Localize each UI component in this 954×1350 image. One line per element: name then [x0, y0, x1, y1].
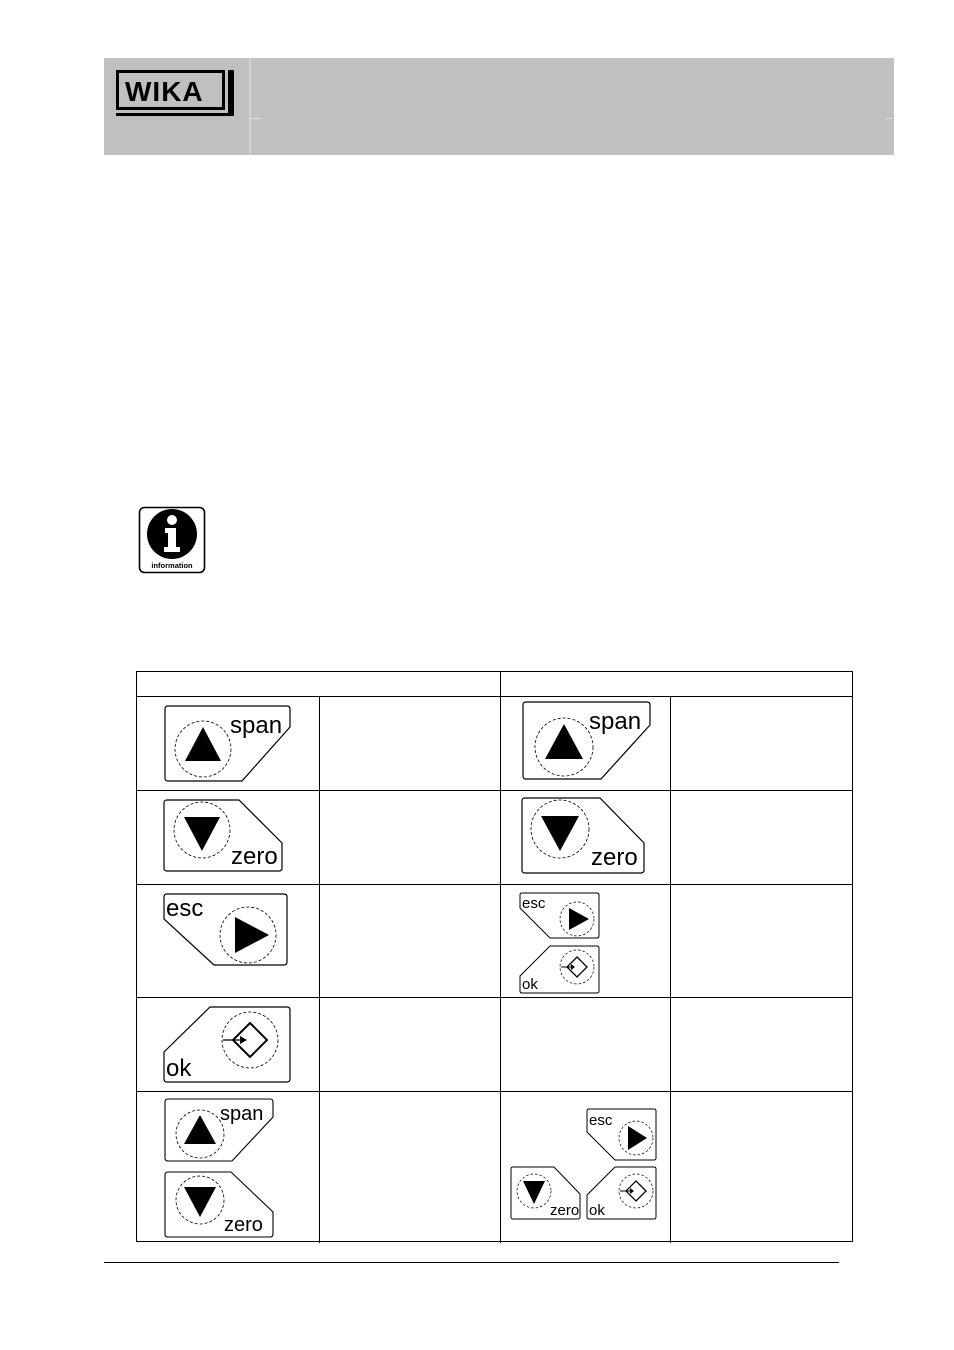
key-label: zero	[231, 843, 278, 870]
ok-enter-key	[163, 1006, 293, 1084]
logo-shadow-bar	[228, 70, 234, 116]
page-header	[104, 58, 894, 155]
span-up-key	[164, 1098, 276, 1164]
key-label: ok	[166, 1055, 192, 1082]
ok-enter-key-small	[586, 1166, 658, 1222]
zero-down-key	[521, 797, 647, 875]
esc-right-key-small	[519, 892, 601, 940]
logo-text: WIKA	[125, 76, 204, 107]
key-label: zero	[591, 844, 638, 871]
span-up-key	[522, 701, 652, 781]
key-label: ok	[522, 976, 538, 993]
logo-shadow-bar	[116, 113, 234, 116]
table-rule	[137, 1091, 852, 1092]
key-label: span	[589, 708, 642, 735]
esc-right-key-small	[586, 1108, 658, 1162]
key-label: zero	[550, 1202, 580, 1219]
header-divider	[249, 58, 251, 155]
zero-down-key	[163, 799, 285, 873]
information-icon-label: information	[151, 561, 193, 570]
wika-logo	[116, 70, 238, 116]
table-rule	[137, 884, 852, 885]
ok-enter-key-small	[519, 945, 601, 995]
esc-right-key	[163, 893, 289, 967]
table-rule	[137, 790, 852, 791]
information-icon	[138, 506, 206, 574]
header-divider-tick	[886, 118, 892, 119]
zero-down-key	[164, 1171, 276, 1239]
table-rule	[137, 997, 852, 998]
key-label: span	[230, 712, 283, 739]
zero-down-key-small	[510, 1166, 584, 1222]
table-rule	[137, 696, 852, 697]
key-label: span	[220, 1103, 264, 1125]
table-rule	[319, 696, 320, 1243]
header-divider-tick	[249, 118, 261, 119]
key-label: esc	[589, 1112, 613, 1129]
table-rule	[500, 672, 501, 1243]
key-label: esc	[522, 895, 546, 912]
key-label: zero	[224, 1214, 263, 1236]
span-up-key	[164, 705, 292, 783]
logo-frame	[116, 70, 225, 110]
key-label: esc	[166, 895, 204, 922]
keypad-table	[136, 671, 853, 1242]
footer-rule	[104, 1262, 839, 1263]
key-label: ok	[589, 1202, 605, 1219]
table-rule	[670, 696, 671, 1243]
